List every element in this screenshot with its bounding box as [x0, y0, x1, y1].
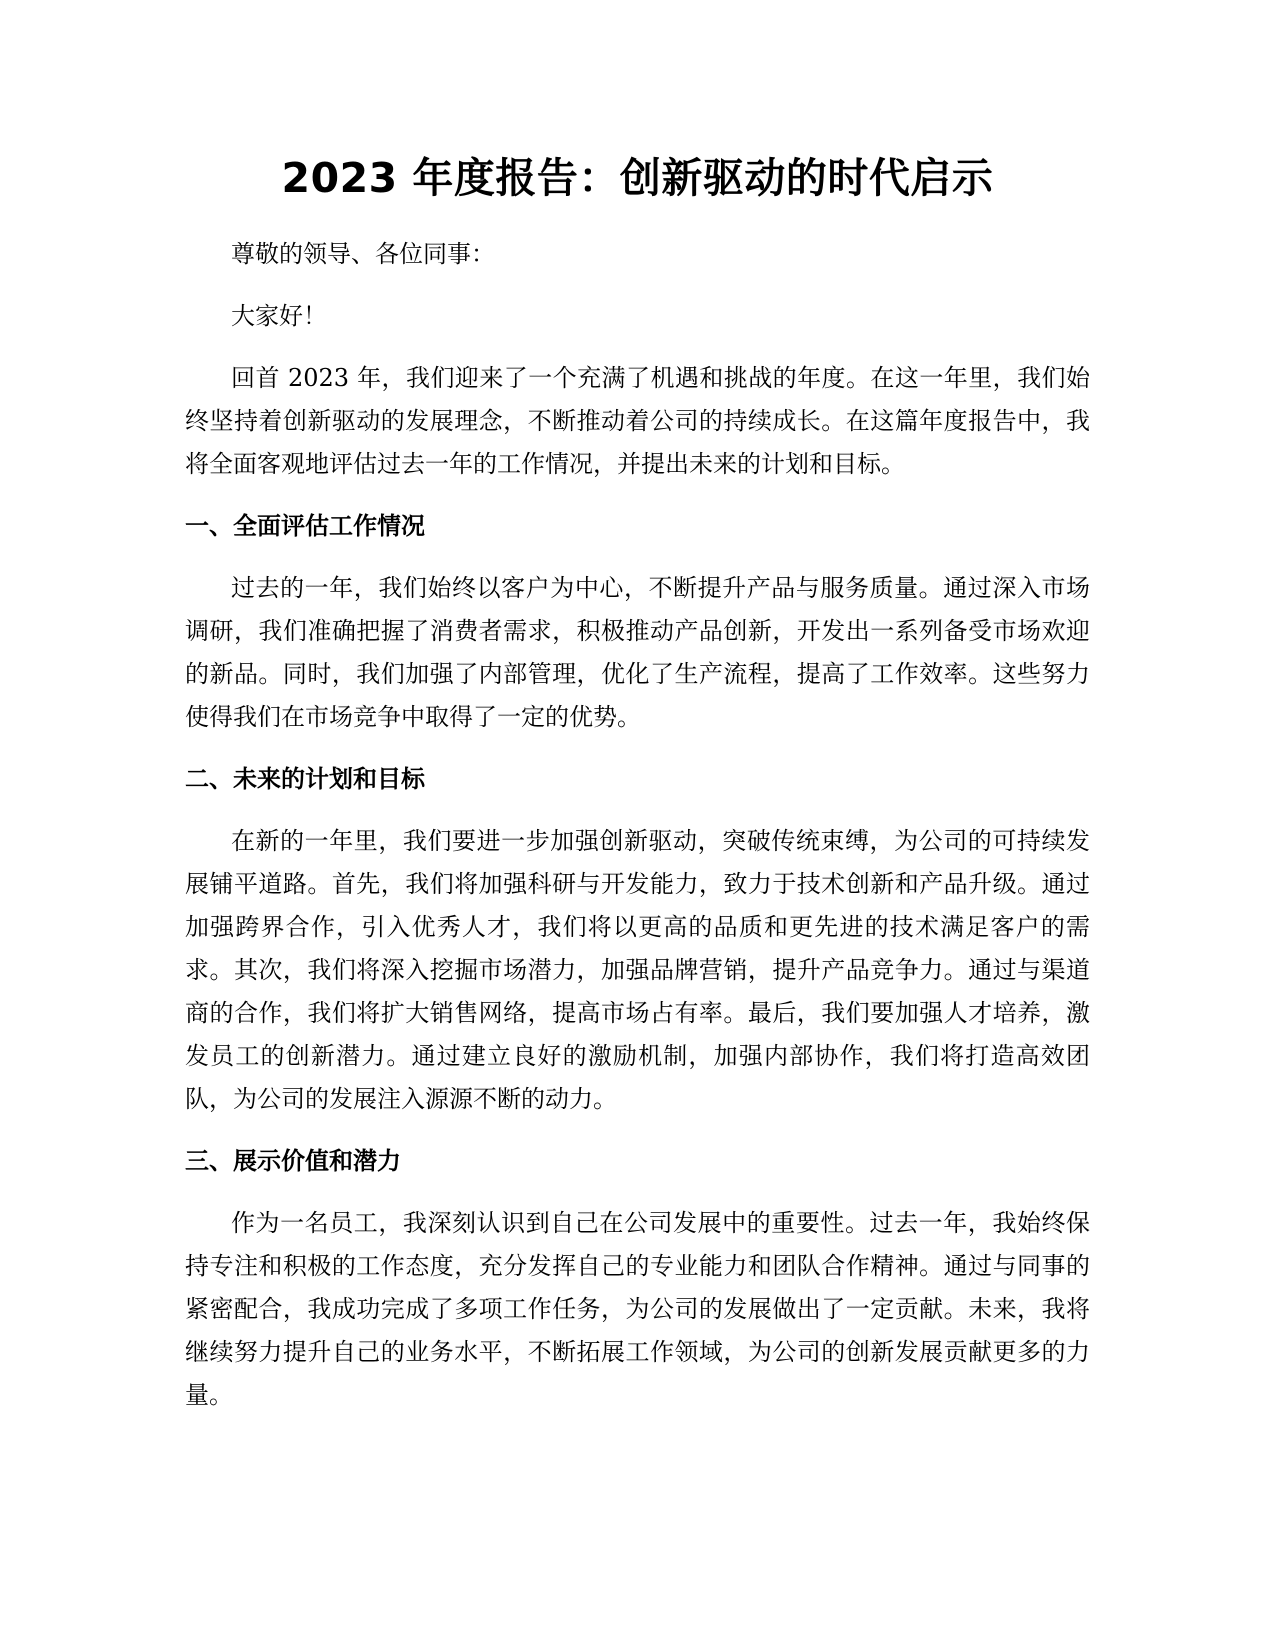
salutation-text: 尊敬的领导、各位同事： — [231, 240, 495, 268]
section-heading: 二、未来的计划和目标 — [185, 765, 425, 793]
section-paragraph: 在新的一年里，我们要进一步加强创新驱动，突破传统束缚，为公司的可持续发展铺平道路。首先，我们将加强科研与开发能力，致力于技术创新和产品升级。通过加强跨界合作，引入优秀人才，我们将以更高的品质和更先进的技术满足客户的需求。其次，我们将深入挖掘市场潜力，加强品牌营销，提升产品竞争力。通过与渠道商的合作，我们将扩大销售网络，提高市场占有率。最后，我们要加强人才培养，激发员工的创新潜力。通过建立良好的激励机制，加强内部协作，我们将打造高效团队，为公司的发展注入源源不断的动力。 — [185, 827, 1090, 1113]
section-heading: 三、展示价值和潜力 — [185, 1147, 401, 1175]
document-title: 2023 年度报告：创新驱动的时代启示 — [281, 154, 994, 202]
section-future-plans — [185, 758, 1090, 1121]
greeting-text: 大家好！ — [231, 302, 327, 330]
section-paragraph: 作为一名员工，我深刻认识到自己在公司发展中的重要性。过去一年，我始终保持专注和积极的工作态度，充分发挥自己的专业能力和团队合作精神。通过与同事的紧密配合，我成功完成了多项工作任务，为公司的发展做出了一定贡献。未来，我将继续努力提升自己的业务水平，不断拓展工作领域，为公司的创新发展贡献更多的力量。 — [185, 1209, 1090, 1409]
section-value-potential — [185, 1140, 1090, 1417]
section-heading: 一、全面评估工作情况 — [185, 512, 425, 540]
intro-paragraph: 回首 2023 年，我们迎来了一个充满了机遇和挑战的年度。在这一年里，我们始终坚持着创新驱动的发展理念，不断推动着公司的持续成长。在这篇年度报告中，我将全面客观地评估过去一年的工作情况，并提出未来的计划和目标。 — [185, 364, 1090, 478]
section-work-evaluation — [185, 505, 1090, 739]
section-paragraph: 过去的一年，我们始终以客户为中心，不断提升产品与服务质量。通过深入市场调研，我们准确把握了消费者需求，积极推动产品创新，开发出一系列备受市场欢迎的新品。同时，我们加强了内部管理，优化了生产流程，提高了工作效率。这些努力使得我们在市场竞争中取得了一定的优势。 — [185, 574, 1090, 731]
